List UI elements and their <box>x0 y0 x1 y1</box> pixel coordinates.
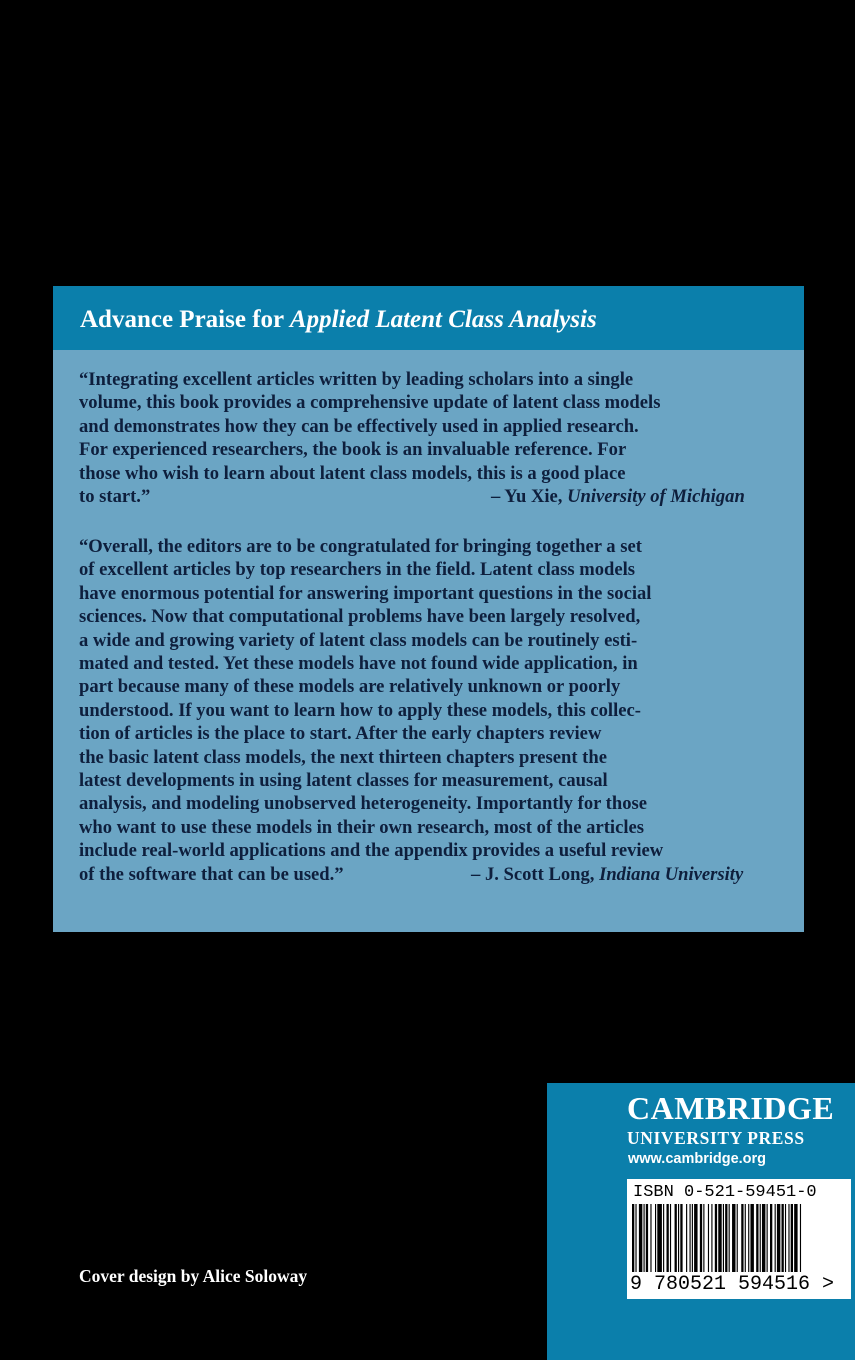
barcode-icon <box>630 1204 848 1274</box>
attribution-affiliation: University of Michigan <box>567 486 745 507</box>
attribution-name: – J. Scott Long, <box>471 864 600 885</box>
quote-yu-xie <box>79 368 789 508</box>
quote-line: latest developments in using latent classes for measurement, causal <box>79 770 608 792</box>
quote-line: have enormous potential for answering important questions in the social <box>79 582 652 604</box>
quote-line: “Integrating excellent articles written by leading scholars into a single <box>79 369 634 390</box>
quote-line: part because many of these models are relatively unknown or poorly <box>79 676 621 698</box>
publisher-subname: UNIVERSITY PRESS <box>627 1128 805 1148</box>
barcode-digits: 9 780521 594516 > <box>630 1273 835 1296</box>
publisher-block <box>547 1083 855 1360</box>
quote-line: understood. If you want to learn how to apply these models, this collec- <box>79 699 641 721</box>
attribution-affiliation: Indiana University <box>599 864 744 885</box>
quote-line: of excellent articles by top researchers in the field. Latent class models <box>79 559 635 581</box>
quote-line: “Overall, the editors are to be congratulated for bringing together a set <box>79 536 642 557</box>
quote-line: a wide and growing variety of latent class models can be routinely esti- <box>79 629 638 651</box>
quote-line: who want to use these models in their own research, most of the articles <box>79 816 644 838</box>
quote-line: analysis, and modeling unobserved heterogeneity. Importantly for those <box>79 793 647 815</box>
quote-line: of the software that can be used.” <box>79 863 344 885</box>
praise-title-book: Applied Latent Class Analysis <box>289 306 597 333</box>
cover-design-credit: Cover design by Alice Soloway <box>79 1266 308 1286</box>
quote-line: and demonstrates how they can be effectively used in applied research. <box>79 415 639 437</box>
praise-title-prefix: Advance Praise for <box>80 306 290 333</box>
attribution-name: – Yu Xie, <box>491 486 568 507</box>
praise-panel <box>53 286 804 932</box>
praise-title <box>80 306 597 334</box>
quote-line: mated and tested. Yet these models have not found wide application, in <box>79 653 638 675</box>
quote-line: to start.” <box>79 486 151 508</box>
quote-line: the basic latent class models, the next thirteen chapters present the <box>79 746 607 768</box>
quote-attribution <box>471 863 743 886</box>
quote-line: those who wish to learn about latent class models, this is a good place <box>79 462 626 484</box>
quote-line: include real-world applications and the appendix provides a useful review <box>79 840 664 862</box>
publisher-name: CAMBRIDGE <box>627 1090 835 1126</box>
praise-header <box>53 286 804 350</box>
barcode-box <box>627 1179 851 1299</box>
publisher-url: www.cambridge.org <box>628 1151 767 1167</box>
quote-attribution <box>491 485 745 508</box>
quote-line: tion of articles is the place to start. After the early chapters review <box>79 723 602 745</box>
isbn-text: ISBN 0-521-59451-0 <box>633 1183 817 1202</box>
quote-scott-long <box>79 535 789 886</box>
quote-line: volume, this book provides a comprehensive update of latent class models <box>79 392 661 414</box>
quote-line: sciences. Now that computational problems have been largely resolved, <box>79 606 641 628</box>
quote-line: For experienced researchers, the book is an invaluable reference. For <box>79 439 627 461</box>
